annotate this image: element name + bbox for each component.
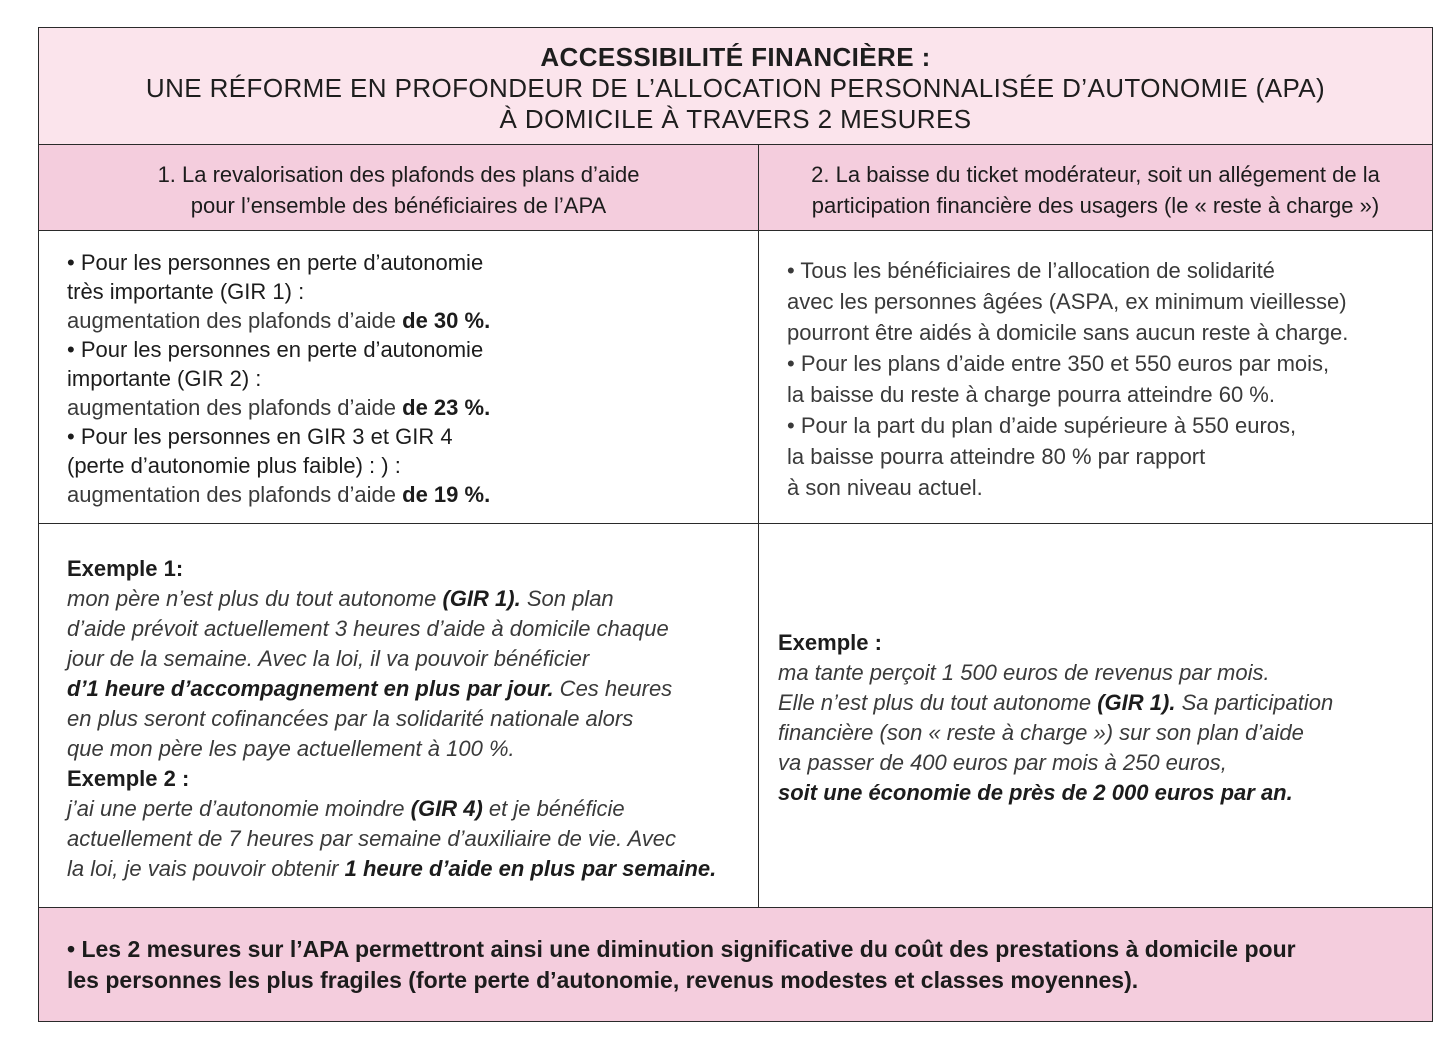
measures-row	[39, 231, 1432, 524]
example-text: en plus seront cofinancées par la solidarité nationale alors	[67, 706, 634, 731]
header-left-line-1: 1. La revalorisation des plafonds des plans d’aide	[157, 162, 640, 187]
example-text: que mon père les paye actuellement à 100 %.	[67, 736, 515, 761]
example-emphasis: (GIR 4)	[410, 796, 483, 821]
table-title	[39, 28, 1432, 145]
example-text: Elle n’est plus du tout autonome	[778, 690, 1098, 715]
conclusion-row	[39, 908, 1432, 1021]
right-measure-line: • Tous les bénéficiaires de l’allocation de solidarité	[787, 258, 1275, 283]
example-2	[67, 764, 758, 884]
measure-gir1-text: augmentation des plafonds d’aide	[67, 308, 403, 333]
right-example-cell	[759, 524, 1432, 907]
title-line-3: À DOMICILE À TRAVERS 2 MESURES	[499, 104, 972, 134]
right-measure-line: la baisse pourra atteindre 80 % par rapport	[787, 444, 1206, 469]
conclusion-line-1: • Les 2 mesures sur l’APA permettront ainsi une diminution significative du coût des prestations à domicile pour	[67, 936, 1296, 962]
right-measure-line: à son niveau actuel.	[787, 475, 983, 500]
right-measure-line: • Pour les plans d’aide entre 350 et 550 euros par mois,	[787, 351, 1330, 376]
measure-gir34	[67, 422, 758, 509]
example-text: mon père n’est plus du tout autonome	[67, 586, 443, 611]
right-measures-text	[787, 255, 1432, 503]
example-text: la loi, je vais pouvoir obtenir	[67, 856, 345, 881]
measure-gir1-value: de 30 %.	[402, 308, 491, 333]
left-measures-cell	[39, 231, 759, 523]
measure-gir34-value: de 19 %.	[402, 482, 491, 507]
right-measure-line: • Pour la part du plan d’aide supérieure à 550 euros,	[787, 413, 1297, 438]
measure-gir34-line2: (perte d’autonomie plus faible) : ) :	[67, 453, 401, 478]
example-text: d’aide prévoit actuellement 3 heures d’aide à domicile chaque	[67, 616, 669, 641]
title-line-1: ACCESSIBILITÉ FINANCIÈRE :	[540, 42, 931, 72]
header-right-line-1: 2. La baisse du ticket modérateur, soit un allégement de la	[811, 162, 1380, 187]
example-emphasis: 1 heure d’aide en plus par semaine.	[344, 856, 717, 881]
example-text: Son plan	[520, 586, 614, 611]
measure-gir2	[67, 335, 758, 422]
example-emphasis: (GIR 1).	[1097, 690, 1176, 715]
example-text: Sa participation	[1175, 690, 1334, 715]
right-measure-line: avec les personnes âgées (ASPA, ex minimum vieillesse)	[787, 289, 1347, 314]
example-2-title: Exemple 2 :	[67, 766, 190, 791]
measure-gir1	[67, 248, 758, 335]
example-emphasis: (GIR 1).	[442, 586, 521, 611]
measure-gir2-text: augmentation des plafonds d’aide	[67, 395, 403, 420]
measure-gir1-line1: • Pour les personnes en perte d’autonomie	[67, 250, 484, 275]
header-measure-2	[759, 145, 1432, 230]
example-1	[67, 554, 758, 764]
example-text: jour de la semaine. Avec la loi, il va pouvoir bénéficier	[67, 646, 590, 671]
header-right-line-2: participation financière des usagers (le « reste à charge »)	[811, 193, 1380, 218]
example-emphasis: d’1 heure d’accompagnement en plus par jour.	[67, 676, 554, 701]
conclusion-line-2: les personnes les plus fragiles (forte perte d’autonomie, revenus modestes et classes moyennes).	[67, 967, 1139, 993]
column-headers	[39, 145, 1432, 231]
example-text: et je bénéficie	[482, 796, 625, 821]
example-right	[778, 628, 1432, 808]
example-text: financière (son « reste à charge ») sur son plan d’aide	[778, 720, 1304, 745]
measure-gir34-line1: • Pour les personnes en GIR 3 et GIR 4	[67, 424, 453, 449]
example-emphasis: soit une économie de près de 2 000 euros par an.	[778, 780, 1293, 805]
example-text: actuellement de 7 heures par semaine d’auxiliaire de vie. Avec	[67, 826, 677, 851]
left-examples-cell	[39, 524, 759, 907]
right-measures-cell	[759, 231, 1432, 523]
example-right-title: Exemple :	[778, 630, 882, 655]
right-measure-line: pourront être aidés à domicile sans aucun reste à charge.	[787, 320, 1349, 345]
measure-gir2-value: de 23 %.	[402, 395, 491, 420]
apa-table	[38, 27, 1433, 1022]
example-text: va passer de 400 euros par mois à 250 euros,	[778, 750, 1227, 775]
examples-row	[39, 524, 1432, 908]
measure-gir2-line1: • Pour les personnes en perte d’autonomie	[67, 337, 484, 362]
measure-gir1-line2: très importante (GIR 1) :	[67, 279, 305, 304]
example-text: Ces heures	[553, 676, 673, 701]
right-measure-line: la baisse du reste à charge pourra atteindre 60 %.	[787, 382, 1275, 407]
measure-gir2-line2: importante (GIR 2) :	[67, 366, 262, 391]
example-text: j’ai une perte d’autonomie moindre	[67, 796, 411, 821]
example-1-title: Exemple 1:	[67, 556, 184, 581]
example-text: ma tante perçoit 1 500 euros de revenus par mois.	[778, 660, 1270, 685]
header-measure-1	[39, 145, 759, 230]
header-left-line-2: pour l’ensemble des bénéficiaires de l’APA	[190, 193, 607, 218]
title-line-2: UNE RÉFORME EN PROFONDEUR DE L’ALLOCATION PERSONNALISÉE D’AUTONOMIE (APA)	[145, 73, 1326, 103]
measure-gir34-text: augmentation des plafonds d’aide	[67, 482, 403, 507]
